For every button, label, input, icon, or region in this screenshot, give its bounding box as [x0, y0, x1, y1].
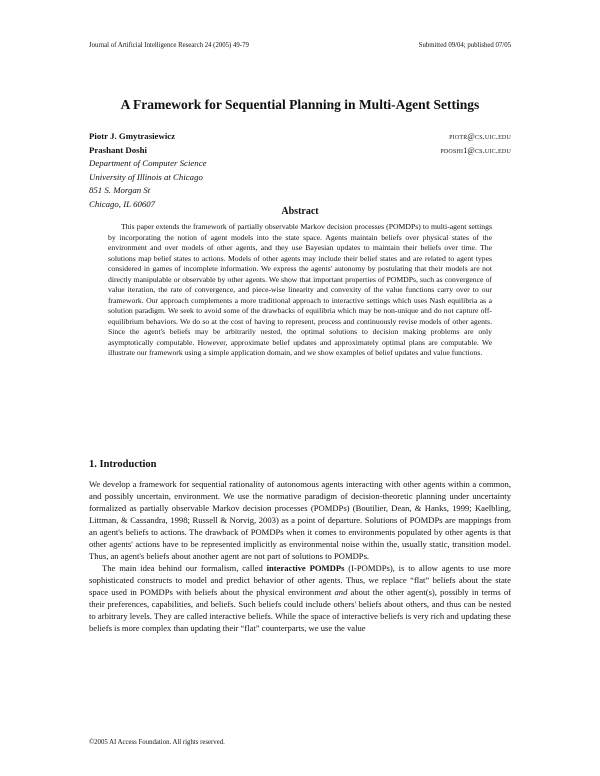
- journal-header: Journal of Artificial Intelligence Research 24 (2005) 49-79: [89, 42, 249, 49]
- abstract-heading: Abstract: [281, 206, 319, 217]
- section-body: [89, 478, 511, 634]
- text-run: The main idea behind our formalism, called: [102, 563, 267, 573]
- text-run: about the other agent(s), possibly in terms of their preferences, capabilities, and beliefs. Such beliefs could include others' beliefs about others, and thus can be nested to arbitrary levels. They are called interactive beliefs. While the space of interactive beliefs is very rich and updating these beliefs is more complex than updating their “flat” counterparts, we use the value: [89, 587, 511, 633]
- author-name: Prashant Doshi: [89, 144, 147, 155]
- submission-dates: Submitted 09/04; published 07/05: [418, 42, 511, 49]
- emphasis-term: interactive POMDPs: [266, 563, 345, 573]
- author-name: Piotr J. Gmytrasiewicz: [89, 131, 176, 141]
- affiliation-line: 851 S. Morgan St: [89, 185, 151, 195]
- author-row: [89, 130, 511, 144]
- text-run: (I-POMDPs), is to allow agents to use more sophisticated constructs to model and predict behavior of other agents. Thus, we replace “flat” beliefs about the state space used in POMDPs with beliefs about the physical environment: [89, 563, 512, 597]
- affiliation-line: Chicago, IL 60607: [89, 198, 156, 209]
- affiliation-line: University of Illinois at Chicago: [89, 171, 203, 182]
- author-email[interactable]: piotr@cs.uic.edu: [449, 132, 511, 141]
- affiliation-line: Department of Computer Science: [89, 158, 207, 168]
- paper-title: A Framework for Sequential Planning in Multi-Agent Settings: [120, 97, 480, 112]
- author-row: [89, 144, 511, 158]
- paragraph: We develop a framework for sequential rationality of autonomous agents interacting with other agents within a common, and possibly uncertain, environment. We use the normative paradigm of decision-theoretic planning under uncertainty formalized as partially observable Markov decision processes (POMDPs) (Boutilier, Dean, & Hanks, 1999; Kaelbling, Littman, & Cassandra, 1998; Russell & Norvig, 2003) as a point of departure. Solutions of POMDPs are mappings from an agent's beliefs to actions. The drawback of POMDPs when it comes to environments populated by other agents is that other agents' actions have to be represented implicitly as environmental noise within the, usually static, transition model. Thus, an agent's beliefs about another agent are not part of solutions to POMDPs.: [89, 479, 511, 561]
- section-heading: 1. Introduction: [89, 459, 157, 470]
- paragraph: [89, 562, 511, 634]
- copyright-footer: ©2005 AI Access Foundation. All rights reserved.: [89, 739, 225, 746]
- emphasis-word: and: [334, 587, 348, 597]
- author-email[interactable]: pdoshi1@cs.uic.edu: [440, 145, 511, 155]
- author-block: [89, 130, 511, 211]
- abstract-text: This paper extends the framework of partially observable Markov decision processes (POMDPs) to multi-agent settings by incorporating the notion of agent models into the state space. Agents maintain beliefs over physical states of the environment and over models of other agents, and they use Bayesian updates to maintain their beliefs over time. The solutions map belief states to actions. Models of other agents may include their belief states and are related to agent types considered in games of incomplete information. We express the agents' autonomy by postulating that their models are not directly manipulable or observable by other agents. We show that important properties of POMDPs, such as convergence of value iteration, the rate of convergence, and piece-wise linearity and convexity of the value functions carry over to our framework. Our approach complements a more traditional approach to interactive settings which uses Nash equilibria as a solution paradigm. We seek to avoid some of the drawbacks of equilibria which may be non-unique and do not capture off-equilibrium behaviors. We do so at the cost of having to represent, process and continuously revise models of other agents. Since the agent's beliefs may be arbitrarily nested, the optimal solutions to decision making problems are only asymptotically computable. However, approximate belief updates and approximately optimal plans are computable. We illustrate our framework using a simple application domain, and we show examples of belief updates and value functions.: [108, 222, 492, 357]
